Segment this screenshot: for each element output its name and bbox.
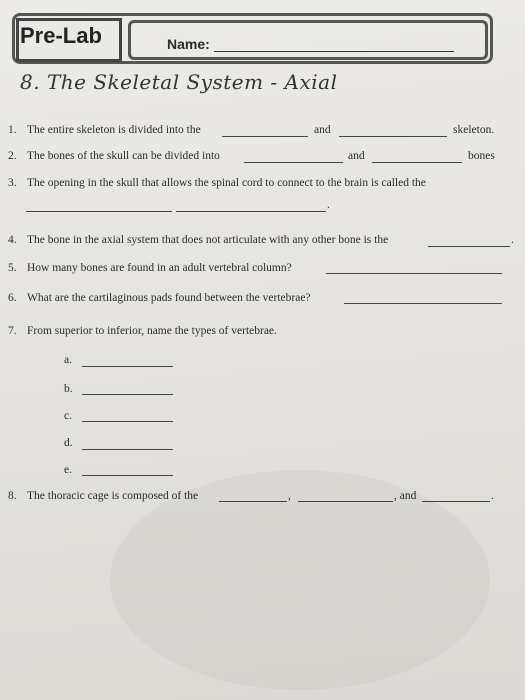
q7-item-label: e. [64,464,72,476]
q8-blank-3[interactable] [422,501,490,502]
q4-text: The bone in the axial system that does not articulate with any other bone is the [27,234,389,246]
q5-text: How many bones are found in an adult vertebral column? [27,262,292,274]
q3-number: 3. [8,177,17,189]
prelab-label: Pre-Lab [20,23,102,48]
q2-text: The bones of the skull can be divided into [27,150,220,162]
q3-end: . [327,199,330,211]
q1-and: and [314,124,331,136]
q4-blank[interactable] [428,246,510,247]
q4-number: 4. [8,234,17,246]
q7-item-label: c. [64,410,72,422]
q3-text: The opening in the skull that allows the spinal cord to connect to the brain is called the [27,177,426,189]
q1-end: skeleton. [453,124,495,136]
q8-end: . [491,490,494,502]
q8-text: The thoracic cage is composed of the [27,490,199,502]
q2-blank-2[interactable] [372,162,462,163]
q7-blank-e[interactable] [82,475,173,476]
q6-blank[interactable] [344,303,502,304]
q7-blank-c[interactable] [82,421,173,422]
q7-item-label: a. [64,354,72,366]
name-label: Name: [167,36,210,52]
q7-blank-d[interactable] [82,449,173,450]
q7-item-label: d. [64,437,73,449]
q4-end: . [511,234,514,246]
q3-blank-1[interactable] [26,211,172,212]
q7-text: From superior to inferior, name the types of vertebrae. [27,325,277,337]
q7-blank-b[interactable] [82,394,173,395]
q2-blank-1[interactable] [244,162,343,163]
q2-and: and [348,150,365,162]
q3-blank-2[interactable] [176,211,326,212]
page-title: 8. The Skeletal System - Axial [20,70,338,94]
q8-and: , and [394,490,417,502]
q1-blank-2[interactable] [339,136,447,137]
q1-number: 1. [8,124,17,136]
q6-text: What are the cartilaginous pads found between the vertebrae? [27,292,311,304]
name-field[interactable] [214,51,454,52]
page-shadow [110,470,490,690]
q8-comma: , [288,490,291,502]
q1-text: The entire skeleton is divided into the [27,124,201,136]
q1-blank-1[interactable] [222,136,308,137]
q2-number: 2. [8,150,17,162]
q8-blank-1[interactable] [219,501,287,502]
q7-blank-a[interactable] [82,366,173,367]
q5-number: 5. [8,262,17,274]
q2-end: bones [468,150,495,162]
q5-blank[interactable] [326,273,502,274]
q7-item-label: b. [64,383,73,395]
q8-blank-2[interactable] [298,501,393,502]
q8-number: 8. [8,490,17,502]
q7-number: 7. [8,325,17,337]
q6-number: 6. [8,292,17,304]
